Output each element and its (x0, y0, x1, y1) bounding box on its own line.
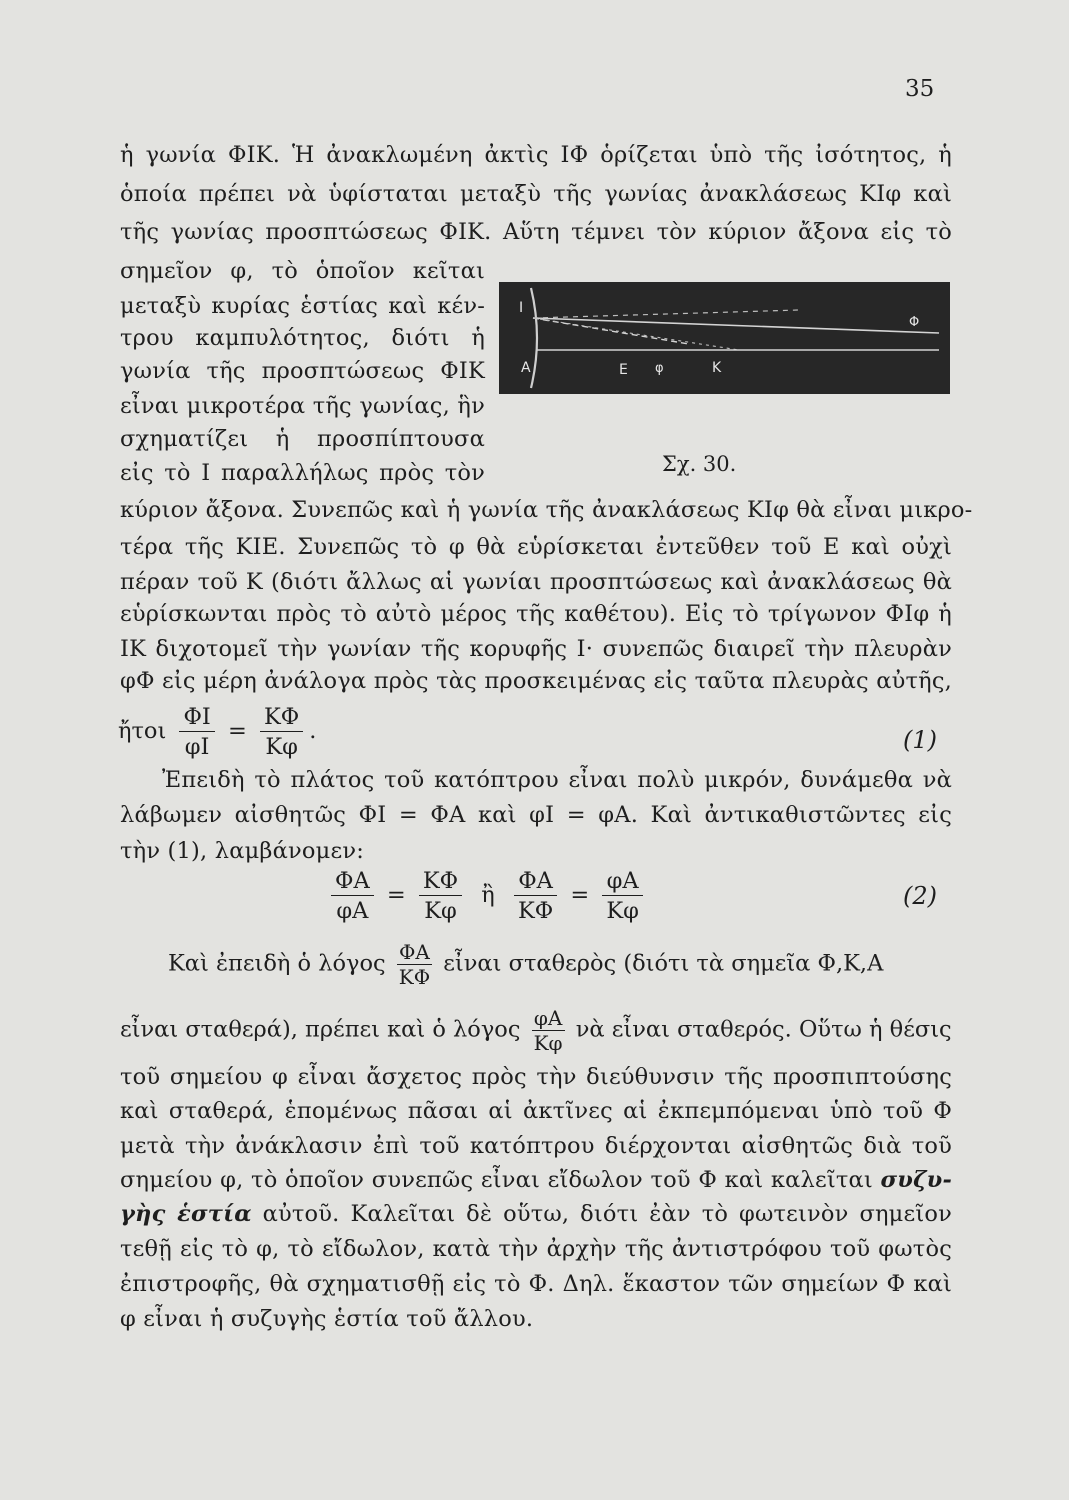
ratio-1-fraction (397, 940, 432, 989)
eq2-equals-2: = (570, 882, 590, 908)
text-line: σχηματίζει ἡ προσπίπτουσα (120, 426, 485, 452)
eq1-equals: = (227, 718, 247, 744)
text-line: εἶναι μικροτέρα τῆς γωνίας, ἣν (120, 393, 485, 419)
text-line: τεθῇ εἰς τὸ φ, τὸ εἴδωλον, κατὰ τὴν ἀρχὴν τῆς ἀντιστρόφου τοῦ φωτὸς (120, 1236, 952, 1262)
text-line-conjugate-1 (120, 1167, 952, 1193)
equation-1 (118, 704, 316, 760)
eq1-lhs-num: ΦΙ (179, 704, 214, 732)
conjugate-1-text: σημείου φ, τὸ ὁποῖον συνεπῶς εἶναι εἴδωλον τοῦ Φ καὶ καλεῖται (120, 1167, 873, 1193)
conjugate-term-part-1: συζυ- (880, 1167, 952, 1193)
text-line: ὁποία πρέπει νὰ ὑφίσταται μεταξὺ τῆς γωνίας ἀνακλάσεως ΚΙφ καὶ (120, 181, 952, 207)
text-line: καὶ σταθερά, ἑπομένως πᾶσαι αἱ ἀκτῖνες αἱ ἐκπεμπόμεναι ὑπὸ τοῦ Φ (120, 1098, 952, 1124)
conjugate-2-text: αὐτοῦ. Καλεῖται δὲ οὕτω, διότι ἐὰν τὸ φωτεινὸν σημεῖον (262, 1201, 953, 1227)
eq2-b-fraction (419, 868, 462, 924)
eq2-b-den: Κφ (424, 898, 457, 924)
text-line: ἐπιστροφῆς, θὰ σχηματισθῇ εἰς τὸ Φ. Δηλ. ἕκαστον τῶν σημείων Φ καὶ (120, 1271, 952, 1297)
text-line: πέραν τοῦ Κ (διότι ἄλλως αἱ γωνίαι προσπτώσεως καὶ ἀνακλάσεως θὰ (120, 569, 952, 595)
eq2-d-den: Κφ (606, 898, 639, 924)
text-line: τέρα τῆς ΚΙΕ. Συνεπῶς τὸ φ θὰ εὑρίσκεται ἐντεῦθεν τοῦ Ε καὶ οὐχὶ (120, 534, 952, 560)
text-line: εἰς τὸ Ι παραλλήλως πρὸς τὸν (120, 460, 485, 486)
eq2-a-den: φΑ (336, 898, 369, 924)
eq2-b-num: ΚΦ (419, 868, 462, 896)
eq2-equals-1: = (386, 882, 406, 908)
conjugate-term-part-2: γὴς ἑστία (120, 1201, 252, 1227)
text-line: τὴν (1), λαμβάνομεν: (120, 838, 364, 864)
text-line: κύριον ἄξονα. Συνεπῶς καὶ ἡ γωνία τῆς ἀνακλάσεως ΚΙφ θὰ εἶναι μικρο- (120, 497, 973, 523)
ratio-1-num: ΦΑ (397, 940, 432, 965)
label-I: Ι (519, 300, 524, 316)
text-line: τρου καμπυλότητος, διότι ἡ (120, 325, 485, 351)
eq2-c-fraction (514, 868, 557, 924)
text-line: φ εἶναι ἡ συζυγὴς ἑστία τοῦ ἄλλου. (120, 1306, 534, 1332)
ratio-2-before: εἶναι σταθερά), πρέπει καὶ ὁ λόγος (120, 1016, 521, 1043)
text-line: λάβωμεν αἰσθητῶς ΦΙ = ΦΑ καὶ φΙ = φΑ. Καὶ ἀντικαθιστῶντες εἰς (120, 802, 952, 828)
ratio-2-fraction (532, 1006, 565, 1055)
text-line-ratio-1 (168, 940, 883, 989)
eq1-lhs-den: φΙ (184, 734, 210, 760)
eq1-lhs-fraction (179, 704, 214, 760)
label-Phi: Φ (909, 315, 920, 330)
equation-1-number: (1) (903, 726, 937, 754)
eq2-d-num: φΑ (602, 868, 643, 896)
text-line-conjugate-2 (120, 1201, 952, 1227)
eq1-rhs-fraction (260, 704, 303, 760)
label-K: Κ (712, 360, 722, 376)
label-phi-small: φ (655, 361, 664, 376)
text-line: σημεῖον φ, τὸ ὁποῖον κεῖται (120, 258, 485, 284)
ratio-1-after: εἶναι σταθερὸς (διότι τὰ σημεῖα Φ,Κ,Α (443, 950, 884, 977)
eq2-c-den: ΚΦ (517, 898, 554, 924)
ratio-2-den: Κφ (533, 1031, 563, 1055)
eq1-rhs-num: ΚΦ (260, 704, 303, 732)
ratio-1-before: Καὶ ἐπειδὴ ὁ λόγος (168, 950, 386, 977)
eq2-d-fraction (602, 868, 643, 924)
label-E: Ε (619, 362, 628, 378)
figure-caption: Σχ. 30. (662, 452, 737, 476)
ratio-2-after: νὰ εἶναι σταθερός. Οὕτω ἡ θέσις (575, 1016, 952, 1043)
text-line: εὑρίσκωνται πρὸς τὸ αὐτὸ μέρος τῆς καθέτου). Εἰς τὸ τρίγωνον ΦΙφ ἡ (120, 601, 952, 627)
label-A: Α (521, 360, 531, 376)
mirror-figure (499, 282, 950, 394)
eq1-suffix: . (309, 718, 317, 744)
equation-2-number: (2) (903, 882, 937, 910)
eq2-or: ἢ (481, 882, 495, 908)
eq1-prefix: ἤτοι (118, 718, 167, 744)
text-line: Ἐπειδὴ τὸ πλάτος τοῦ κατόπτρου εἶναι πολὺ μικρόν, δυνάμεθα νὰ (162, 767, 952, 793)
equation-2 (325, 868, 649, 924)
ratio-1-den: ΚΦ (398, 965, 431, 989)
text-line: τοῦ σημείου φ εἶναι ἄσχετος πρὸς τὴν διεύθυνσιν τῆς προσπιπτούσης (120, 1064, 952, 1090)
text-line: μετὰ τὴν ἀνάκλασιν ἐπὶ τοῦ κατόπτρου διέρχονται αἰσθητῶς διὰ τοῦ (120, 1133, 952, 1159)
text-line-ratio-2 (120, 1006, 952, 1055)
eq2-a-fraction (331, 868, 374, 924)
text-line: ΙΚ διχοτομεῖ τὴν γωνίαν τῆς κορυφῆς Ι· συνεπῶς διαιρεῖ τὴν πλευρὰν (120, 636, 952, 662)
ratio-2-num: φΑ (532, 1006, 565, 1031)
eq2-c-num: ΦΑ (514, 868, 557, 896)
eq2-a-num: ΦΑ (331, 868, 374, 896)
text-line: τῆς γωνίας προσπτώσεως ΦΙΚ. Αὕτη τέμνει τὸν κύριον ἄξονα εἰς τὸ (120, 219, 952, 245)
eq1-rhs-den: Κφ (265, 734, 298, 760)
text-line: μεταξὺ κυρίας ἑστίας καὶ κέν- (120, 293, 485, 319)
text-line: ἡ γωνία ΦΙΚ. Ἡ ἀνακλωμένη ἀκτὶς ΙΦ ὁρίζεται ὑπὸ τῆς ἰσότητος, ἡ (120, 142, 952, 168)
text-line: φΦ εἰς μέρη ἀνάλογα πρὸς τὰς προσκειμένας εἰς ταῦτα πλευρὰς αὐτῆς, (120, 668, 952, 694)
text-line: γωνία τῆς προσπτώσεως ΦΙΚ (120, 358, 485, 384)
mirror-diagram (499, 282, 950, 394)
page-number: 35 (905, 76, 935, 102)
